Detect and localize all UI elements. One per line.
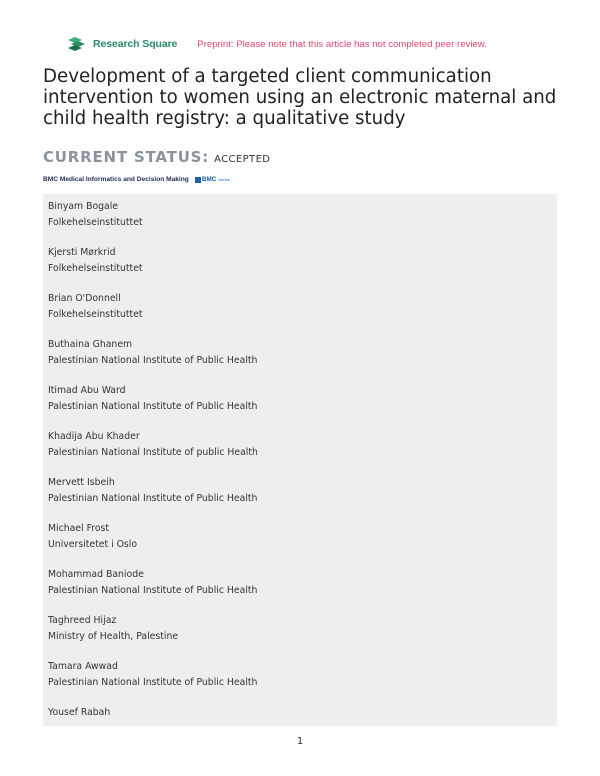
author-affiliation: Ministry of Health, Palestine [48, 630, 179, 642]
author-name: Mohammad Baniode [48, 569, 144, 580]
bmc-series-label: Series [218, 177, 230, 182]
author-entry [48, 291, 143, 322]
author-name: Khadija Abu Khader [48, 431, 140, 442]
author-affiliation: Palestinian National Institute of Public Health [48, 676, 258, 688]
article-title: Development of a targeted client communication intervention to women using an electronic maternal and child health registry: a qualitative study [43, 66, 557, 129]
author-name: Binyam Bogale [48, 201, 119, 212]
author-name: Mervett Isbeih [48, 477, 115, 488]
author-entry [48, 613, 178, 644]
journal-line [43, 176, 230, 183]
author-name: Tamara Awwad [48, 661, 118, 672]
author-entry [48, 659, 257, 690]
author-entry [48, 705, 110, 721]
author-name: Itimad Abu Ward [48, 385, 126, 396]
bmc-series-badge [195, 176, 230, 183]
authors-list [43, 194, 557, 726]
logo-text: Research Square [93, 38, 178, 50]
bmc-label: BMC [201, 176, 217, 183]
author-entry [48, 429, 258, 460]
author-affiliation: Palestinian National Institute of Public Health [48, 492, 258, 504]
author-name: Brian O'Donnell [48, 293, 121, 304]
bmc-logo-icon [195, 177, 201, 183]
author-name: Kjersti Mørkrid [48, 247, 116, 258]
author-affiliation: Folkehelseinstituttet [48, 216, 143, 228]
research-square-logo[interactable] [66, 36, 177, 52]
current-status [43, 148, 270, 166]
page-number: 1 [296, 736, 304, 747]
author-affiliation: Palestinian National Institute of public Health [48, 446, 258, 458]
author-affiliation: Palestinian National Institute of Public Health [48, 584, 258, 596]
author-name: Buthaina Ghanem [48, 339, 133, 350]
page-header [66, 36, 540, 52]
author-name: Taghreed Hijaz [48, 615, 117, 626]
author-entry [48, 475, 257, 506]
author-affiliation: Palestinian National Institute of Public Health [48, 354, 258, 366]
author-entry [48, 521, 137, 552]
author-entry [48, 337, 257, 368]
author-entry [48, 199, 143, 230]
author-affiliation: Universitetet i Oslo [48, 538, 138, 550]
author-entry [48, 383, 257, 414]
author-entry [48, 245, 143, 276]
status-label: CURRENT STATUS: [43, 148, 210, 166]
author-affiliation: Palestinian National Institute of Public Health [48, 400, 258, 412]
preprint-notice: Preprint: Please note that this article has not completed peer review. [197, 38, 487, 50]
author-name: Yousef Rabah [48, 707, 111, 718]
status-value: ACCEPTED [214, 154, 271, 165]
author-name: Michael Frost [48, 523, 110, 534]
author-entry [48, 567, 257, 598]
research-square-logo-icon [66, 36, 88, 52]
author-affiliation: Folkehelseinstituttet [48, 262, 143, 274]
author-affiliation: Folkehelseinstituttet [48, 308, 143, 320]
journal-name: BMC Medical Informatics and Decision Making [43, 176, 189, 183]
